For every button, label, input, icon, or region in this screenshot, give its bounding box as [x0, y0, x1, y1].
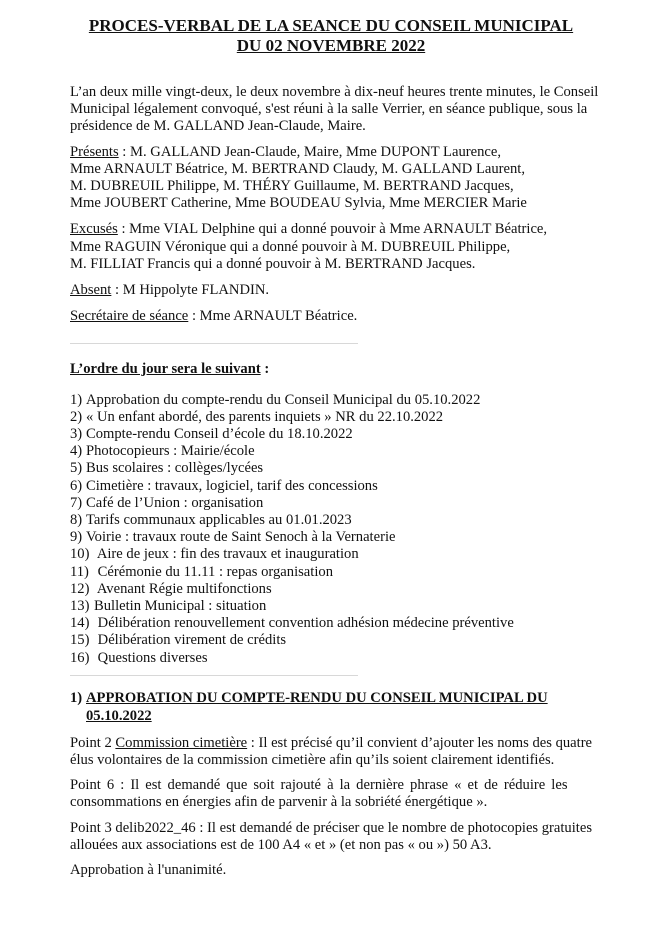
- agenda-item-number: 8): [70, 512, 83, 528]
- secretaire-text: : Mme ARNAULT Béatrice.: [188, 308, 358, 324]
- agenda-item-text: Bus scolaires : collèges/lycées: [86, 460, 264, 476]
- excuses-line: : Mme VIAL Delphine qui a donné pouvoir à Mme ARNAULT Béatrice,: [117, 221, 548, 237]
- absent-label: Absent: [70, 282, 112, 298]
- agenda-item-text: Voirie : travaux route de Saint Senoch à la Vernaterie: [86, 529, 396, 545]
- agenda-item: [70, 564, 333, 581]
- agenda-item-number: 4): [70, 443, 83, 459]
- agenda-item: [70, 392, 480, 409]
- document-title-line2: DU 02 NOVEMBRE 2022: [236, 36, 426, 55]
- point3-line1: Point 3 delib2022_46 : Il est demandé de préciser que le nombre de photocopies gratuites: [70, 820, 592, 836]
- agenda-item-text: Cimetière : travaux, logiciel, tarif des concessions: [86, 478, 378, 494]
- secretaire-label: Secrétaire de séance: [70, 308, 189, 324]
- agenda-item: [70, 512, 352, 529]
- agenda-heading-text: L’ordre du jour sera le suivant: [70, 361, 261, 377]
- agenda-item: [70, 546, 359, 563]
- presents-label: Présents: [70, 144, 119, 160]
- agenda-item-number: 1): [70, 392, 83, 408]
- point3-line2: allouées aux associations est de 100 A4 « et » (et non pas « ou ») 50 A3.: [70, 837, 492, 853]
- agenda-item: [70, 615, 514, 632]
- agenda-item-number: 3): [70, 426, 83, 442]
- agenda-heading: [70, 361, 269, 378]
- agenda-item-text: « Un enfant abordé, des parents inquiets » NR du 22.10.2022: [86, 409, 444, 425]
- agenda-item: [70, 650, 208, 667]
- agenda-item: [70, 598, 266, 615]
- secretaire-line: [70, 308, 357, 325]
- agenda-item-text: Bulletin Municipal : situation: [94, 598, 267, 614]
- point6-line1: Point 6 : Il est demandé que soit rajouté à la dernière phrase « et de réduire les: [70, 777, 568, 793]
- agenda-item-text: Avenant Régie multifonctions: [94, 581, 272, 597]
- section1-number: 1): [70, 690, 83, 706]
- agenda-item-text: Cérémonie du 11.11 : repas organisation: [94, 564, 333, 580]
- agenda-item-number: 11): [70, 564, 89, 580]
- agenda-item: [70, 581, 272, 598]
- agenda-item: [70, 460, 263, 477]
- agenda-item-text: Photocopieurs : Mairie/école: [86, 443, 255, 459]
- agenda-item: [70, 478, 378, 495]
- agenda-item-number: 10): [70, 546, 90, 562]
- agenda-item-text: Tarifs communaux applicables au 01.01.2023: [86, 512, 352, 528]
- presents-line: M. DUBREUIL Philippe, M. THÉRY Guillaume, M. BERTRAND Jacques,: [70, 178, 514, 194]
- agenda-item-number: 14): [70, 615, 90, 631]
- absent-text: : M Hippolyte FLANDIN.: [111, 282, 270, 298]
- agenda-item-text: Café de l’Union : organisation: [86, 495, 264, 511]
- agenda-item-text: Aire de jeux : fin des travaux et inauguration: [94, 546, 359, 562]
- excuses-line: M. FILLIAT Francis qui a donné pouvoir à M. BERTRAND Jacques.: [70, 256, 476, 272]
- agenda-item-number: 16): [70, 650, 90, 666]
- intro-line: présidence de M. GALLAND Jean-Claude, Maire.: [70, 118, 366, 134]
- document-title-line1: PROCES-VERBAL DE LA SEANCE DU CONSEIL MUNICIPAL: [88, 16, 574, 35]
- divider: [70, 343, 358, 344]
- intro-line: Municipal légalement convoqué, s'est réuni à la salle Verrier, en séance publique, sous la: [70, 101, 588, 117]
- agenda-item: [70, 443, 255, 460]
- agenda-item-number: 6): [70, 478, 83, 494]
- agenda-item-number: 2): [70, 409, 83, 425]
- agenda-item-text: Approbation du compte-rendu du Conseil Municipal du 05.10.2022: [86, 392, 481, 408]
- agenda-item-text: Compte-rendu Conseil d’école du 18.10.2022: [86, 426, 353, 442]
- excuses-label: Excusés: [70, 221, 118, 237]
- agenda-item-number: 15): [70, 632, 90, 648]
- commission-cimetiere-label: Commission cimetière: [115, 735, 248, 751]
- agenda-item-number: 5): [70, 460, 83, 476]
- agenda-item-number: 13): [70, 598, 90, 614]
- point2-text: : Il est précisé qu’il convient d’ajouter les noms des quatre: [247, 735, 593, 751]
- agenda-item: [70, 409, 443, 426]
- excuses-line: Mme RAGUIN Véronique qui a donné pouvoir à M. DUBREUIL Philippe,: [70, 239, 511, 255]
- presents-line: Mme JOUBERT Catherine, Mme BOUDEAU Sylvia, Mme MERCIER Marie: [70, 195, 527, 211]
- agenda-item-number: 7): [70, 495, 83, 511]
- divider: [70, 675, 358, 676]
- agenda-item: [70, 495, 263, 512]
- approval-statement: Approbation à l'unanimité.: [70, 862, 227, 878]
- agenda-heading-suffix: :: [260, 361, 270, 377]
- agenda-item-text: Questions diverses: [94, 650, 208, 666]
- section1-title: [70, 690, 548, 707]
- agenda-item-text: Délibération virement de crédits: [94, 632, 287, 648]
- point2-prefix: Point 2: [70, 735, 116, 751]
- section1-title-text: APPROBATION DU COMPTE-RENDU DU CONSEIL MUNICIPAL DU: [86, 690, 548, 706]
- agenda-item-number: 12): [70, 581, 90, 597]
- point2-text-line2: élus volontaires de la commission cimetière afin qu’ils soient clairement identifiés.: [70, 752, 555, 768]
- intro-line: L’an deux mille vingt-deux, le deux novembre à dix-neuf heures trente minutes, le Conseil: [70, 84, 599, 100]
- absent-line: [70, 282, 269, 299]
- presents-line: Mme ARNAULT Béatrice, M. BERTRAND Claudy, M. GALLAND Laurent,: [70, 161, 525, 177]
- point6-line2: consommations en énergies afin de parvenir à la sobriété énergétique ».: [70, 794, 488, 810]
- agenda-item: [70, 632, 286, 649]
- agenda-item: [70, 426, 353, 443]
- presents-line: : M. GALLAND Jean-Claude, Maire, Mme DUPONT Laurence,: [118, 144, 501, 160]
- agenda-item-text: Délibération renouvellement convention adhésion médecine préventive: [94, 615, 514, 631]
- section1-title-date: 05.10.2022: [86, 708, 152, 724]
- agenda-item: [70, 529, 395, 546]
- agenda-item-number: 9): [70, 529, 83, 545]
